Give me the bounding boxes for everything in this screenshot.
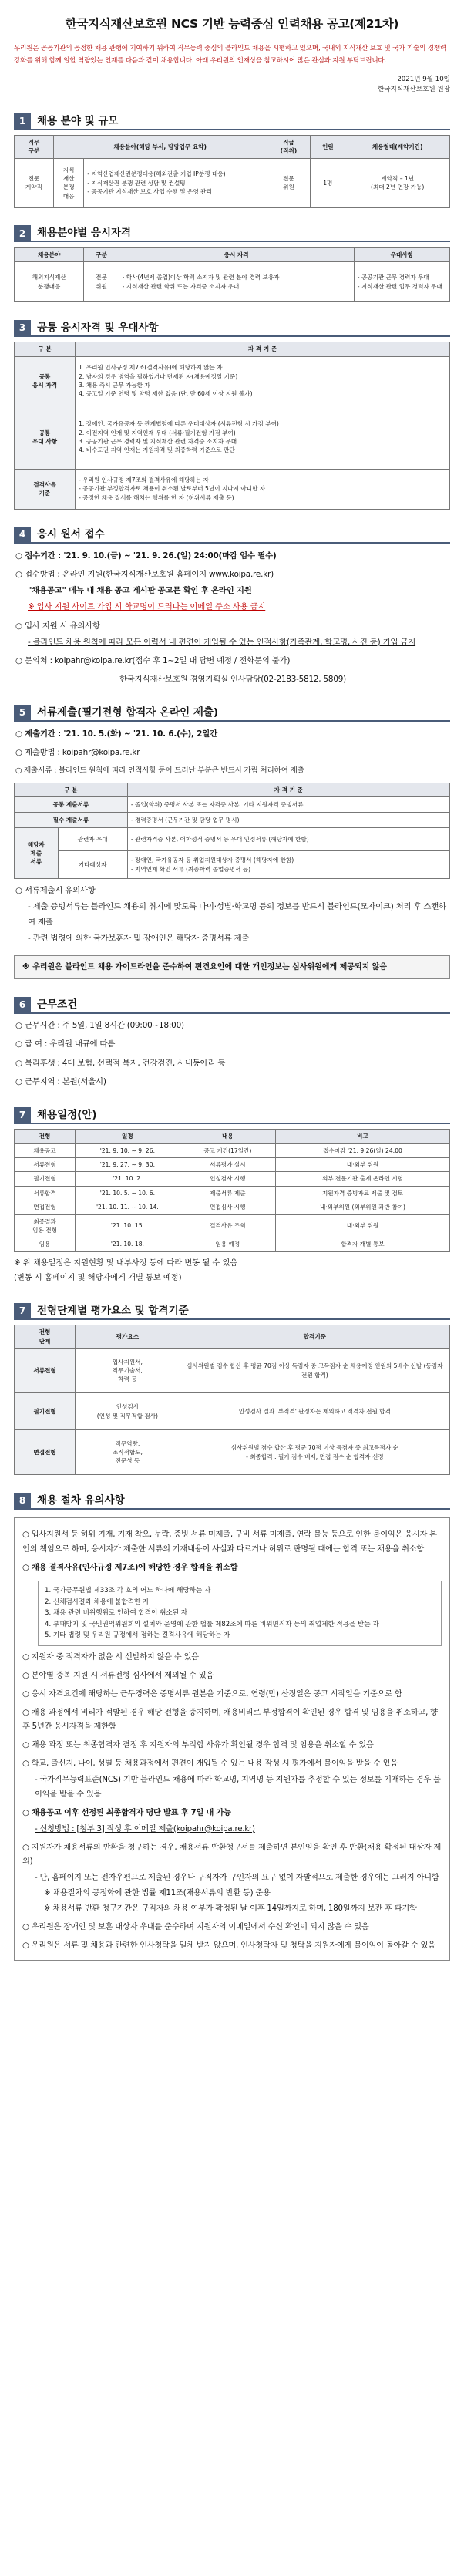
qual-field: 해외지식재산 분쟁대응	[15, 262, 84, 302]
row-label: 필수 제출서류	[15, 813, 128, 828]
section-working-conditions	[14, 996, 450, 1089]
section-header	[14, 705, 450, 722]
caution-subitem: - 국가직무능력표준(NCS) 기반 블라인드 채용에 따라 학교명, 지역명 등 지원자를 추정할 수 있는 정보를 기재하는 경우 불이익을 받을 수 있음	[35, 1776, 441, 1799]
section-number: 3	[14, 320, 31, 337]
submission-note-item: - 관련 법령에 의한 국가보훈자 및 장애인은 해당자 증명서류 제출	[28, 933, 250, 943]
section-header	[14, 996, 450, 1014]
section-title: 응시 원서 접수	[31, 527, 450, 544]
table-header-cell: 구 분	[15, 342, 76, 356]
eval-factor: 입사지원서, 직무기술서, 학력 등	[76, 1349, 180, 1393]
application-caution-title: ○ 입사 지원 시 유의사항	[15, 621, 100, 631]
schedule-content: 임용 예정	[180, 1237, 275, 1251]
job-field: 지식 재산 분쟁 대응	[53, 158, 84, 207]
schedule-content: 제출서류 제출	[180, 1186, 275, 1200]
table-header-cell: 합격기준	[180, 1325, 449, 1349]
schedule-remark: 내·외부 위원	[275, 1158, 449, 1172]
row-label: 공통 응시 자격	[15, 356, 76, 406]
submission-method: ○ 제출방법 : koipahr@koipa.re.kr	[15, 747, 140, 757]
section-evaluation	[14, 1302, 450, 1475]
schedule-remark: 접수마감 '21. 9.26(일) 24:00	[275, 1143, 449, 1157]
table-header-cell: 응시 자격	[119, 247, 354, 261]
section-title: 채용일정(안)	[31, 1107, 450, 1124]
schedule-stage: 면접전형	[15, 1200, 76, 1214]
notice-date: 2021년 9월 10일	[397, 75, 450, 83]
section-title: 채용 분야 및 규모	[31, 113, 450, 130]
submission-table	[14, 783, 450, 879]
section-number: 6	[14, 997, 31, 1014]
row-label: 관련자 우대	[58, 828, 127, 851]
submission-note-item: - 제출 증빙서류는 블라인드 채용의 취지에 맞도록 나이·성별·학교명 등의 정보를 반드시 블라인드(모자이크) 처리 후 스캔하여 제출	[28, 902, 446, 927]
application-caution-item: - 블라인드 채용 원칙에 따라 모든 이력서 내 편견이 개입될 수 있는 인적사항(가족관계, 학교명, 사진 등) 기입 금지	[28, 637, 416, 647]
schedule-remark: 내·외부 위원	[275, 1214, 449, 1237]
row-group-label: 해당자 제출 서류	[15, 828, 59, 879]
qualification-table	[14, 247, 450, 302]
schedule-stage: 서류합격	[15, 1186, 76, 1200]
row-value: 1. 우리원 인사규정 제7조(결격사유)에 해당하지 않는 자 2. 남자의 경우 병역을 필하였거나 면제된 자(채용예정일 기준) 3. 채용 즉시 근무 가능한 자 4. 공고일 기준 연령 및 학력 제한 없음 (단, 만 60세 이상 지원 불가)	[76, 356, 450, 406]
qual-kind: 전문 위원	[84, 262, 119, 302]
eval-factor: 인성검사 (인성 및 직무적합 검사)	[76, 1393, 180, 1430]
submission-list	[14, 727, 450, 778]
schedule-table	[14, 1129, 450, 1252]
caution-subitem: - 단, 홈페이지 또는 전자우편으로 제출된 경우나 구직자가 구인자의 요구 없이 자발적으로 제출한 경우에는 그러지 아니함	[35, 1874, 439, 1883]
condition-item: ○ 복리후생 : 4대 보험, 선택적 복지, 건강검진, 사내동아리 등	[15, 1058, 226, 1068]
table-row	[15, 1430, 450, 1475]
section-application	[14, 527, 450, 688]
row-value: - 졸업(학위) 증명서 사본 또는 자격증 사본, 기타 지원자격 증빙서류	[127, 797, 449, 813]
eval-stage: 서류전형	[15, 1349, 76, 1393]
row-value: - 경력증명서 (근무기간 및 담당 업무 명시)	[127, 813, 449, 828]
table-header-row	[15, 1130, 450, 1143]
section-title: 채용 절차 유의사항	[31, 1493, 450, 1510]
table-header-cell: 구분	[84, 247, 119, 261]
table-header-row	[15, 247, 450, 261]
section-title: 서류제출(필기전형 합격자 온라인 제출)	[31, 705, 450, 722]
caution-item: ○ 지원자가 채용서류의 반환을 청구하는 경우, 채용서류 반환청구서를 제출하면 본인임을 확인 후 반환(채용 확정된 대상자 제외)	[22, 1843, 442, 1867]
section-number: 1	[14, 113, 31, 130]
table-row	[15, 851, 450, 879]
duty-item: - 지식재산권 분쟁 관련 상담 및 컨설팅	[87, 179, 186, 187]
page-title: 한국지식재산보호원 NCS 기반 능력중심 인력채용 공고(제21차)	[65, 17, 399, 31]
eval-criteria: 심사위원별 점수 합산 후 평균 70점 이상 득점자 중 최고득점자 순 - 최종합격 : 필기 점수 배제, 면접 점수 순 합격자 선정	[180, 1430, 449, 1475]
submission-documents: ○ 제출서류 : 블라인드 원칙에 따라 인적사항 등이 드러난 부분은 반드시 가림 처리하여 제출	[15, 766, 304, 776]
schedule-remark: 지원자격 증빙자료 제출 및 검토	[275, 1186, 449, 1200]
notice-date-block	[14, 75, 450, 96]
table-row	[15, 262, 450, 302]
section-header	[14, 225, 450, 243]
application-method-detail: "채용공고" 메뉴 내 채용 공고 게시판 공고문 확인 후 온라인 지원	[28, 586, 252, 596]
submission-note-title: ○ 서류제출시 유의사항	[15, 886, 96, 896]
row-label: 공통 우대 사항	[15, 406, 76, 469]
job-count: 1명	[311, 158, 345, 207]
table-row	[15, 828, 450, 851]
table-header-cell: 자 격 기 준	[127, 783, 449, 796]
table-header-cell: 우대사항	[354, 247, 449, 261]
job-field-table	[14, 135, 450, 208]
section-title: 전형단계별 평가요소 및 합격기준	[31, 1303, 450, 1320]
schedule-date: '21. 10. 5. ~ 10. 6.	[76, 1186, 180, 1200]
section-common-qualifications	[14, 319, 450, 509]
schedule-stage: 채용공고	[15, 1143, 76, 1157]
table-row	[15, 1237, 450, 1251]
row-label: 결격사유 기준	[15, 469, 76, 509]
caution-item: ○ 채용 과정에서 비리가 적발된 경우 해당 전형을 중지하며, 채용비리로 부정합격이 확인된 경우 합격 및 임용을 취소하고, 향후 5년간 응시자격을 제한함	[22, 1708, 438, 1732]
section-header	[14, 319, 450, 337]
table-row	[15, 406, 450, 469]
submission-notes	[14, 884, 450, 946]
table-header-row	[15, 1325, 450, 1349]
section-title: 채용분야별 응시자격	[31, 225, 450, 242]
section-schedule	[14, 1106, 450, 1285]
table-header-cell: 직무 구분	[15, 136, 54, 159]
caution-item: ○ 채용 결격사유(인사규정 제7조)에 해당한 경우 합격을 취소함	[22, 1564, 238, 1573]
section-title: 근무조건	[31, 997, 450, 1014]
section-header	[14, 113, 450, 130]
row-label: 기타대상자	[58, 851, 127, 879]
row-value: - 관련자격증 사본, 어학성적 증명서 등 우대 인정서류 (해당자에 한함)	[127, 828, 449, 851]
submission-period: ○ 제출기간 : '21. 10. 5.(화) ~ '21. 10. 6.(수), 2일간	[15, 729, 217, 739]
table-header-cell: 전형 단계	[15, 1325, 76, 1349]
application-email-warning: ※ 입사 지원 사이트 가입 시 학교명이 드러나는 이메일 주소 사용 금지	[28, 602, 266, 612]
caution-item: ○ 분야별 중복 지원 시 서류전형 심사에서 제외될 수 있음	[22, 1671, 214, 1680]
section-header	[14, 1302, 450, 1320]
section-cautions	[14, 1492, 450, 1960]
section-header	[14, 1492, 450, 1510]
row-value: 1. 장애인, 국가유공자 등 관계법령에 따른 우대대상자 (서류전형 시 가점 부여) 2. 이전지역 인재 및 지역인재 우대 (서류·필기전형 가점 부여) 3. 공공기관 근무 경력자 및 지식재산 관련 자격증 소지자 우대 4. 비수도권 지역 인재는 지원자격 및 최종학력 기준으로 판단	[76, 406, 450, 469]
schedule-remark: 외부 전문기관 출제 온라인 시험	[275, 1172, 449, 1186]
table-row	[15, 1158, 450, 1172]
section-job-field	[14, 113, 450, 208]
table-header-row	[15, 136, 450, 159]
schedule-remark: 내·외부위원 (외부위원 과반 참여)	[275, 1200, 449, 1214]
caution-item: ○ 우리원은 서류 및 채용과 관련한 인사청탁을 일체 받지 않으며, 인사청탁자 및 청탁을 지원자에게 불이익이 돌아갈 수 있음	[22, 1941, 435, 1950]
disqualification-list: 1. 국가공무원법 제33조 각 호의 어느 하나에 해당하는 자 2. 신체검사결과 채용에 불합격한 자 3. 채용 관련 비위행위로 인하여 합격이 취소된 자 4. 부패방지 및 국민권익위원회의 설치와 운영에 관한 법률 제82조에 따른 비위면직자 등의 취업제한 적용을 받는 자 5. 기타 법령 및 우리원 규정에서 정하는 결격사유에 해당하는 자	[38, 1581, 442, 1646]
caution-item	[22, 1528, 442, 1557]
row-value: - 우리원 인사규정 제7조의 결격사유에 해당하는 자 - 공공기관 부정합격자로 채용이 취소된 날로부터 5년이 지나지 아니한 자 - 공정한 채용 질서를 해치는 행위를 한 자 (허위서류 제출 등)	[76, 469, 450, 509]
eval-criteria: 심사위원별 점수 합산 후 평균 70점 이상 득점자 중 고득점자 순 채용예정 인원의 5배수 선발 (동점자 전원 합격)	[180, 1349, 449, 1393]
eval-stage: 필기전형	[15, 1393, 76, 1430]
application-list	[14, 549, 450, 688]
schedule-date: '21. 9. 27. ~ 9. 30.	[76, 1158, 180, 1172]
caution-subitem: - 신청방법 : [첨부 3] 작성 후 이메일 제출(koipahr@koipa.re.kr)	[35, 1824, 255, 1834]
schedule-stage: 필기전형	[15, 1172, 76, 1186]
table-header-cell: 채용분야	[15, 247, 84, 261]
table-header-cell: 채용분야(해당 부서, 담당업무 요약)	[53, 136, 267, 159]
condition-item: ○ 근무시간 : 주 5일, 1일 8시간 (09:00~18:00)	[15, 1021, 184, 1031]
caution-item: ○ 학교, 출신지, 나이, 성별 등 채용과정에서 편견이 개입될 수 있는 내용 작성 시 평가에서 불이익을 받을 수 있음	[22, 1759, 398, 1769]
condition-item: ○ 급 여 : 우리원 내규에 따름	[15, 1039, 116, 1049]
common-qualification-table	[14, 342, 450, 509]
table-header-cell: 전형	[15, 1130, 76, 1143]
notice-org: 한국지식재산보호원 원장	[377, 86, 450, 94]
table-header-cell: 평가요소	[76, 1325, 180, 1349]
caution-subnote: ※ 채용절차의 공정화에 관한 법률 제11조(채용서류의 반환 등) 준용	[44, 1889, 271, 1898]
eval-stage: 면접전형	[15, 1430, 76, 1475]
table-row	[15, 1393, 450, 1430]
schedule-date: '21. 10. 2.	[76, 1172, 180, 1186]
table-header-cell: 구 분	[15, 783, 128, 796]
caution-item: ○ 채용 과정 또는 최종합격자 결정 후 지원자의 부적합 사유가 확인될 경우 합격 및 임용을 취소할 수 있음	[22, 1741, 374, 1750]
section-number: 5	[14, 705, 31, 722]
schedule-date: '21. 9. 10. ~ 9. 26.	[76, 1143, 180, 1157]
job-grade: 전문 위원	[267, 158, 311, 207]
table-row	[15, 356, 450, 406]
table-row	[15, 1200, 450, 1214]
application-period: ○ 접수기간 : '21. 9. 10.(금) ~ '21. 9. 26.(일) 24:00(마감 엄수 필수)	[15, 551, 277, 561]
section-header	[14, 527, 450, 544]
section-document-submission	[14, 705, 450, 980]
qual-requirement: - 학사(4년제 졸업)이상 학력 소지자 및 관련 분야 경력 보유자 - 지식재산 관련 학위 또는 자격증 소지자 우대	[119, 262, 354, 302]
schedule-stage: 임용	[15, 1237, 76, 1251]
row-label: 공통 제출서류	[15, 797, 128, 813]
table-header-cell: 자 격 기 준	[76, 342, 450, 356]
schedule-note: ※ 위 채용일정은 지원현황 및 내부사정 등에 따라 변동 될 수 있음 (변동 시 홈페이지 및 해당자에게 개별 통보 예정)	[14, 1258, 238, 1282]
contact-department: 한국지식재산보호원 경영기획실 인사담당(02-2183-5812, 5809)	[119, 675, 347, 685]
table-header-cell: 내용	[180, 1130, 275, 1143]
row-value: - 장애인, 국가유공자 등 취업지원대상자 증명서 (해당자에 한함) - 지역인재 확인 서류 (최종학력 졸업증명서 등)	[127, 851, 449, 879]
eval-factor: 직무역량, 조직적합도, 전문성 등	[76, 1430, 180, 1475]
table-row	[15, 797, 450, 813]
caution-text: ○ 입사지원서 등 허위 기재, 기재 착오, 누락, 증빙 서류 미제출, 구비 서류 미제출, 연락 불능 등으로 인한 불이익은 응시자 본인의 책임으로 하며, 응시자가 제출한 서류의 기재내용이 사실과 다르거나 허위로 판명될 때에는 합격 또는 채용을 취소함	[22, 1530, 437, 1554]
duty-item: - 공공기관 지식재산 보호 사업 수행 및 운영 관리	[87, 188, 212, 195]
eval-criteria: 인성검사 결과 '부적격' 판정자는 제외하고 적격자 전원 합격	[180, 1393, 449, 1430]
schedule-content: 면접심사 시행	[180, 1200, 275, 1214]
schedule-content: 인성검사 시행	[180, 1172, 275, 1186]
duty-item: - 지역산업재산권분쟁대응(해외진출 기업 IP분쟁 대응)	[87, 170, 226, 178]
schedule-content: 서류평가 실시	[180, 1158, 275, 1172]
job-duties	[84, 158, 267, 207]
contact-info: ○ 문의처 : koipahr@koipa.re.kr(접수 후 1~2일 내 답변 예정 / 전화문의 불가)	[15, 656, 291, 666]
cautions-panel	[14, 1517, 450, 1960]
schedule-date: '21. 10. 11. ~ 10. 14.	[76, 1200, 180, 1214]
job-term: 계약직 – 1년 (최대 2년 연장 가능)	[345, 158, 450, 207]
table-row	[15, 158, 450, 207]
table-header-cell: 인원	[311, 136, 345, 159]
section-number: 8	[14, 1493, 31, 1510]
table-header-row	[15, 783, 450, 796]
table-header-cell: 직급 (직위)	[267, 136, 311, 159]
schedule-stage: 서류전형	[15, 1158, 76, 1172]
section-number: 7	[14, 1303, 31, 1320]
section-qualifications	[14, 225, 450, 302]
caution-subnote: ※ 채용서류 반환 청구기간은 구직자의 채용 여부가 확정된 날 이후 14일까지로 하며, 180일까지 보관 후 파기함	[44, 1904, 417, 1914]
table-row	[15, 1186, 450, 1200]
table-row	[15, 1214, 450, 1237]
table-row	[15, 469, 450, 509]
job-kind: 전문 계약직	[15, 158, 54, 207]
table-header-row	[15, 342, 450, 356]
caution-item: ○ 지원자 중 적격자가 없을 시 선발하지 않을 수 있음	[22, 1652, 199, 1662]
table-header-cell: 채용형태(계약기간)	[345, 136, 450, 159]
schedule-date: '21. 10. 15.	[76, 1214, 180, 1237]
caution-item: ○ 우리원은 장애인 및 보훈 대상자 우대를 준수하며 지원자의 이메일에서 수신 확인이 되지 않을 수 있음	[22, 1922, 369, 1931]
qual-preference: - 공공기관 근무 경력자 우대 - 지식재산 관련 업무 경력자 우대	[354, 262, 449, 302]
schedule-stage: 최종결과 임용 전형	[15, 1214, 76, 1237]
evaluation-table	[14, 1325, 450, 1475]
application-method: ○ 접수방법 : 온라인 지원(한국지식재산보호원 홈페이지 www.koipa.re.kr)	[15, 569, 274, 579]
intro-text: 우리원은 공공기관의 공정한 채용 관행에 기여하기 위하여 직무능력 중심의 블라인드 채용을 시행하고 있으며, 국내외 지식재산 보호 및 국가 기술의 경쟁력 강화를 위해 함께 일할 역량있는 인재를 다음과 같이 채용합니다. 아래 우리원의 인재상을 참고하시어 많은 관심과 지원 부탁드립니다.	[14, 45, 447, 65]
table-row	[15, 1172, 450, 1186]
table-header-cell: 비고	[275, 1130, 449, 1143]
schedule-remark: 합격자 개별 통보	[275, 1237, 449, 1251]
blind-guideline-note: ※ 우리원은 블라인드 채용 가이드라인을 준수하여 편견요인에 대한 개인정보는 심사위원에게 제공되지 않음	[14, 955, 450, 979]
caution-item: ○ 응시 자격요건에 해당하는 근무경력은 증명서류 원본을 기준으로, 연령(만) 산정일은 공고 시작일을 기준으로 함	[22, 1689, 402, 1699]
section-header	[14, 1106, 450, 1124]
section-number: 7	[14, 1107, 31, 1124]
table-header-cell: 일정	[76, 1130, 180, 1143]
schedule-content: 공고 기간(17일간)	[180, 1143, 275, 1157]
table-row	[15, 813, 450, 828]
section-number: 4	[14, 527, 31, 544]
condition-item: ○ 근무지역 : 본원(서울시)	[15, 1076, 106, 1086]
conditions-list	[14, 1019, 450, 1089]
caution-item: ○ 채용공고 이후 선정된 최종합격자 명단 발표 후 7일 내 가능	[22, 1808, 231, 1817]
schedule-content: 결격사유 조회	[180, 1214, 275, 1237]
section-title: 공통 응시자격 및 우대사항	[31, 320, 450, 337]
section-number: 2	[14, 225, 31, 242]
table-row	[15, 1143, 450, 1157]
table-row	[15, 1349, 450, 1393]
schedule-date: '21. 10. 18.	[76, 1237, 180, 1251]
